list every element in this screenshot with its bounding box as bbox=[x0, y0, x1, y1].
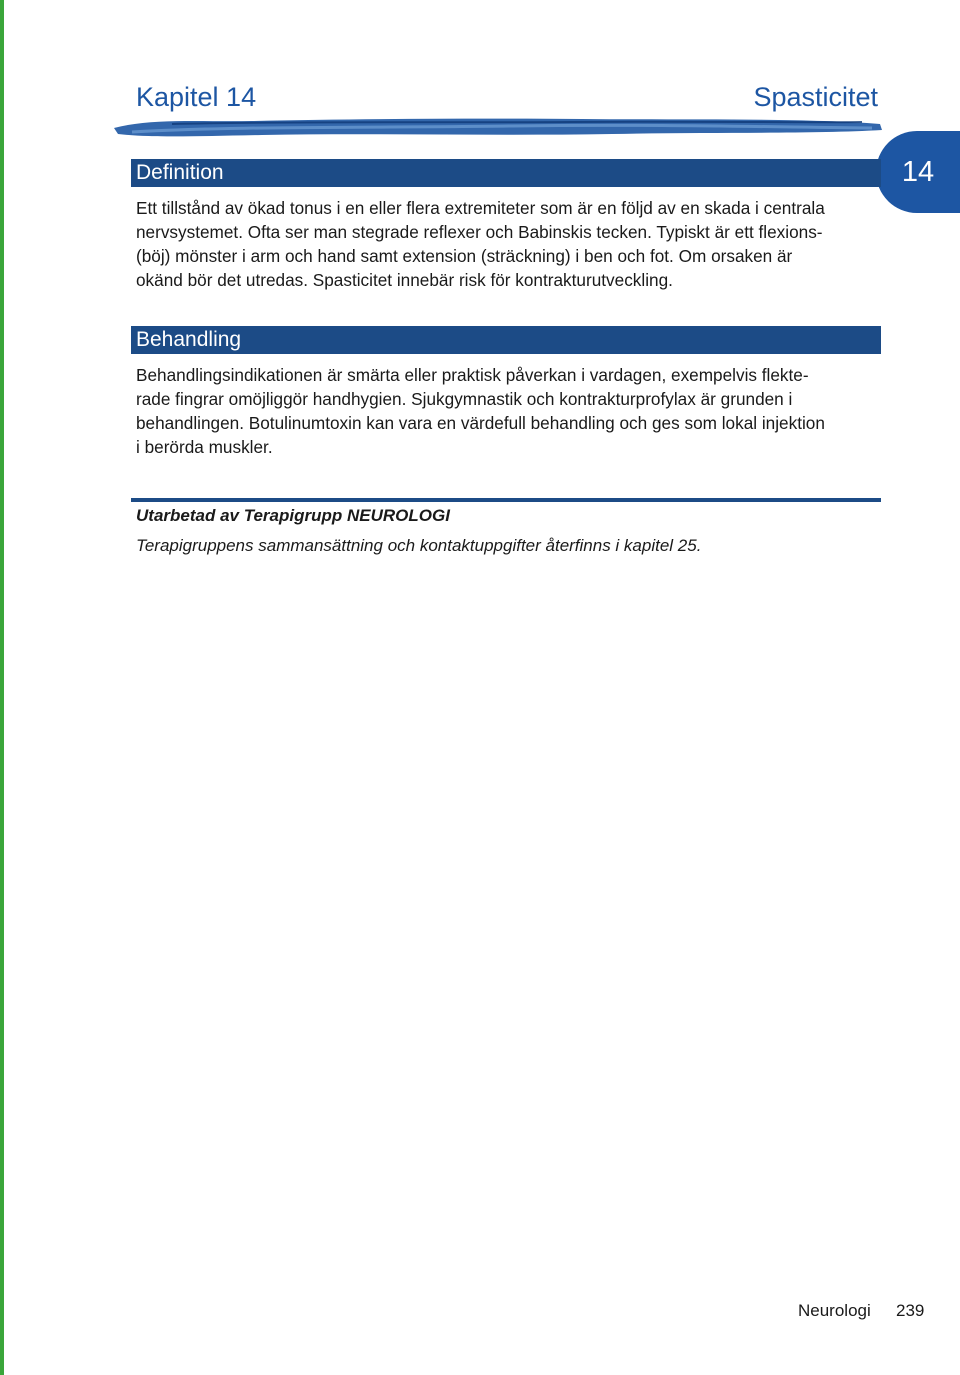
chapter-tab bbox=[876, 131, 960, 213]
brush-stroke-decoration bbox=[112, 112, 884, 142]
definition-line: (böj) mönster i arm och hand samt extension (sträckning) i ben och fot. Om orsaken är bbox=[136, 246, 793, 266]
definition-heading: Definition bbox=[131, 159, 881, 187]
treatment-line: i berörda muskler. bbox=[136, 437, 273, 457]
treatment-line: rade fingrar omöjliggör handhygien. Sjukgymnastik och kontrakturprofylax är grunden i bbox=[136, 389, 793, 409]
definition-line: nervsystemet. Ofta ser man stegrade reflexer och Babinskis tecken. Typiskt är ett flexions- bbox=[136, 222, 823, 242]
treatment-heading: Behandling bbox=[131, 326, 881, 354]
credits-divider bbox=[131, 498, 881, 502]
treatment-paragraph bbox=[136, 363, 881, 459]
treatment-line: Behandlingsindikationen är smärta eller praktisk påverkan i vardagen, exempelvis flekte- bbox=[136, 365, 809, 385]
credits-note: Terapigruppens sammansättning och kontaktuppgifter återfinns i kapitel 25. bbox=[136, 536, 702, 555]
footer-section-label: Neurologi bbox=[798, 1301, 871, 1320]
footer-page-number: 239 bbox=[896, 1301, 925, 1320]
definition-line: okänd bör det utredas. Spasticitet innebär risk för kontrakturutveckling. bbox=[136, 270, 673, 290]
chapter-topic: Spasticitet bbox=[753, 82, 878, 112]
credits-title: Utarbetad av Terapigrupp NEUROLOGI bbox=[136, 506, 450, 525]
chapter-tab-number: 14 bbox=[901, 155, 935, 188]
treatment-line: behandlingen. Botulinumtoxin kan vara en värdefull behandling och ges som lokal injektion bbox=[136, 413, 825, 433]
definition-line: Ett tillstånd av ökad tonus i en eller flera extremiteter som är en följd av en skada i centrala bbox=[136, 198, 825, 218]
definition-paragraph bbox=[136, 196, 881, 292]
chapter-label: Kapitel 14 bbox=[136, 82, 257, 112]
page-edge-stripe bbox=[0, 0, 4, 1375]
